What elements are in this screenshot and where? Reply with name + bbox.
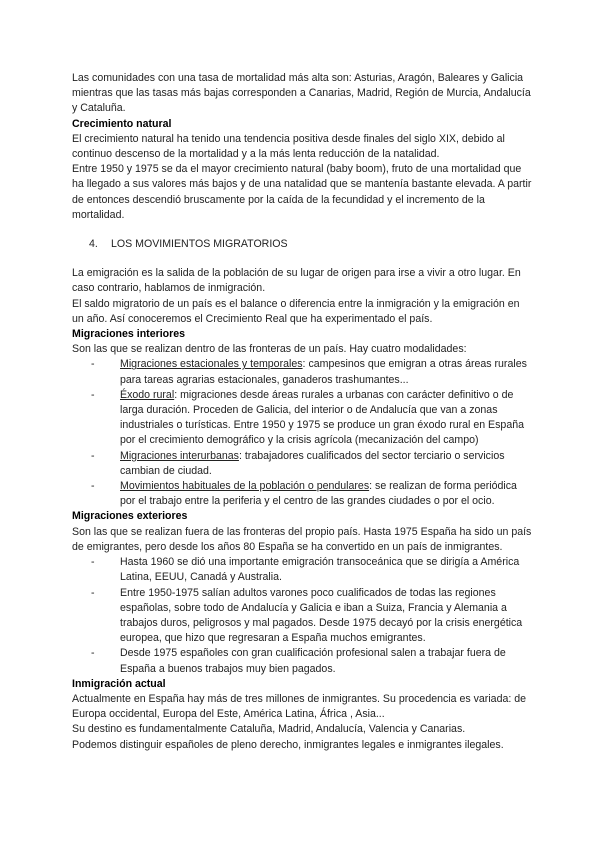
interiores-intro: Son las que se realizan dentro de las fronteras de un país. Hay cuatro modalidades: (72, 343, 467, 356)
list-item-term: Migraciones estacionales y temporales (120, 358, 303, 371)
list-item-term: Migraciones interurbanas (120, 449, 239, 462)
list-item (91, 388, 532, 449)
exteriores-list (72, 555, 532, 677)
list-item-text: Entre 1950-1975 salían adultos varones poco cualificados de todas las regiones españolas, sobre todo de Andalucía y Galicia e iban a Suiza, Francia y Alemania a trabajos duros, peligrosos y mal pagados. Desde 1975 decayó por la crisis energética europea, que hizo que regresaran a España muchos emigrantes. (120, 586, 523, 645)
list-item-text: Desde 1975 españoles con gran cualificación profesional salen a trabajar fuera de España a buenos trabajos muy bien pagados. (120, 647, 506, 675)
interiores-list (72, 357, 532, 509)
list-item (91, 586, 532, 647)
dash-marker: - (91, 586, 95, 599)
list-item-text: campesinos que emigran a otras áreas rurales para tareas agrarias estacionales, ganaderos trashumantes... (120, 358, 527, 386)
crecimiento-paragraph-2: Entre 1950 y 1975 se da el mayor crecimiento natural (baby boom), fruto de una mortalidad que ha llegado a sus valores más bajos y de una natalidad que se mantenía bastante elevada. A partir de entonces descendió bruscamente por la caída de la fecundidad y el incremento de la mortalidad. (72, 163, 532, 221)
list-item-sep: : (174, 388, 181, 401)
list-item (91, 479, 532, 509)
inmigracion-paragraph-3: Podemos distinguir españoles de pleno derecho, inmigrantes legales e inmigrantes ilegales. (72, 738, 504, 751)
section-4-title: LOS MOVIMIENTOS MIGRATORIOS (111, 238, 288, 251)
list-item-term: Movimientos habituales de la población o pendulares (120, 480, 370, 493)
list-item-term: Éxodo rural (120, 388, 175, 401)
dash-marker: - (91, 647, 95, 660)
emigracion-paragraph-1: La emigración es la salida de la población de su lugar de origen para irse a vivir a otro lugar. En caso contrario, hablamos de inmigración. (72, 267, 521, 295)
exteriores-heading: Migraciones exteriores (72, 510, 188, 523)
interiores-heading: Migraciones interiores (72, 328, 186, 341)
dash-marker: - (91, 388, 95, 401)
list-item-sep: : (369, 480, 376, 493)
list-item (91, 449, 532, 479)
emigracion-paragraph-2: El saldo migratorio de un país es el balance o diferencia entre la inmigración y la emigración en un año. Así conoceremos el Crecimiento Real que ha experimentado el país. (72, 297, 520, 325)
dash-marker: - (91, 480, 95, 493)
list-item-text: Hasta 1960 se dió una importante emigración transoceánica que se dirigía a América Latina, EEUU, Canadá y Australia. (120, 556, 520, 584)
list-item-text: se realizan de forma periódica por el trabajo entre la periferia y el centro de las grandes ciudades o por el ocio. (120, 480, 517, 508)
list-item-sep: : (302, 358, 309, 371)
inmigracion-paragraph-2: Su destino es fundamentalmente Cataluña, Madrid, Andalucía, Valencia y Canarias. (72, 723, 466, 736)
dash-marker: - (91, 449, 95, 462)
inmigracion-heading: Inmigración actual (72, 677, 166, 690)
section-4-number: 4. (89, 238, 98, 251)
list-item-text: trabajadores cualificados del sector terciario o servicios cambian de ciudad. (120, 449, 505, 477)
section-4-heading (72, 237, 532, 252)
intro-paragraph: Las comunidades con una tasa de mortalidad más alta son: Asturias, Aragón, Baleares y Galicia mientras que las tasas más bajas corresponden a Canarias, Madrid, Región de Murcia, Andalucía y Cataluña. (72, 72, 531, 115)
exteriores-intro: Son las que se realizan fuera de las fronteras del propio país. Hasta 1975 España ha sido un país de emigrantes, pero desde los años 80 España se ha convertido en un país de inmigrantes. (72, 525, 532, 553)
dash-marker: - (91, 358, 95, 371)
crecimiento-heading: Crecimiento natural (72, 117, 172, 130)
list-item (91, 555, 532, 585)
document-page (72, 71, 532, 753)
list-item-sep: : (238, 449, 245, 462)
list-item-text: migraciones desde áreas rurales a urbanas con carácter definitivo o de larga duración. Proceden de Galicia, del interior o de Andalucía que van a zonas industriales o turísticas. Entre 1950 y 1975 se produce un gran éxodo rural en España por el crecimiento demográfico y la crisis agrícola (mecanización del campo) (120, 388, 524, 447)
inmigracion-paragraph-1: Actualmente en España hay más de tres millones de inmigrantes. Su procedencia es variada: de Europa occidental, Europa del Este, América Latina, África , Asia... (72, 692, 527, 721)
dash-marker: - (91, 556, 95, 569)
crecimiento-paragraph-1: El crecimiento natural ha tenido una tendencia positiva desde finales del siglo XIX, debido al continuo descenso de la mortalidad y a la más lenta reducción de la natalidad. (72, 132, 505, 161)
list-item (91, 357, 532, 387)
list-item (91, 646, 532, 676)
